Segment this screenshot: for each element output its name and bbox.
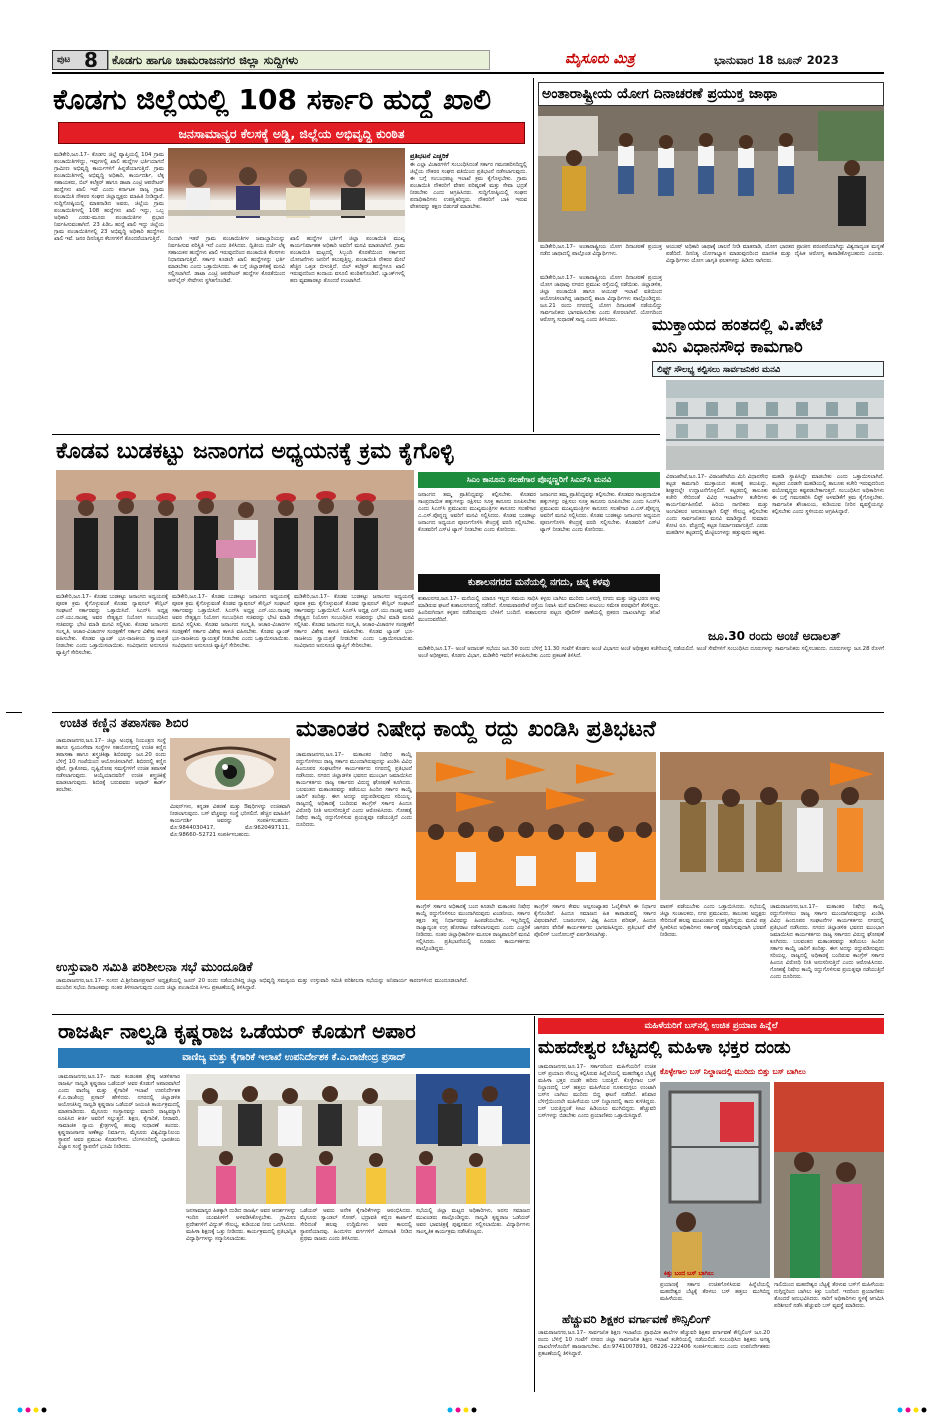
- rajarshi-body-col3: ಒಡೆಯರ್ ಅವರು ಅನೇಕ ಕೈಗಾರಿಕೆಗಳನ್ನು ಆರಂಭಿಸಿದರು. ಮೈಸೂರು ಸ್ಯಾಂಡಲ್ ಸೋಪ್, ಭದ್ರಾವತಿ ಕಬ್ಬಿಣ ಕಾರ್ಖಾನೆ ಸೇರಿದಂತೆ ಹಲವು ಉದ್ದಿಮೆಗಳು ಅವರ ಕಾಲದಲ್ಲಿ ಸ್ಥಾಪನೆಯಾದವು. ಹಿಂದುಳಿದ ವರ್ಗಗಳಿಗೆ ಮೀಸಲಾತಿ ನೀಡಿದ ಪ್ರಥಮ ರಾಜರು ಎಂದು ತಿಳಿಸಿದರು.: [300, 1208, 412, 1242]
- counselling-headline: ಹೆಚ್ಚುವರಿ ಶಿಕ್ಷಕರ ವರ್ಗಾವಣೆ ಕೌನ್ಸಿಲಿಂಗ್: [562, 1312, 712, 1326]
- story1-body-col2: ದಿಂದಾಗಿ ಇತರೆ ಗ್ರಾಮ ಪಂಚಾಯಿತಿಗಳ ಜವಾಬ್ದಾರಿಯನ್ನು ನಿರ್ವಹಿಸುವ ಪರಿಸ್ಥಿತಿ ಇದೆ ಎಂದು ತಿಳಿಸಿದರು. ದ್ವಿತೀಯ ದರ್ಜೆ ಲೆಕ್ಕ ಸಹಾಯಕರ ಹುದ್ದೆಗಳು ಖಾಲಿ ಇರುವುದರಿಂದ ಪಂಚಾಯಿತಿ ಕೆಲಸಗಳು ನಿಧಾನವಾಗುತ್ತಿವೆ. ಸರ್ಕಾರ ಕೂಡಲೇ ಖಾಲಿ ಹುದ್ದೆಗಳನ್ನು ಭರ್ತಿ ಮಾಡಬೇಕು ಎಂದು ಒತ್ತಾಯಿಸಿದರು. ಈ ಬಗ್ಗೆ ಜಿಲ್ಲಾಡಳಿತಕ್ಕೆ ಮನವಿ ಸಲ್ಲಿಸಲಾಗಿದೆ. ಡಾಟಾ ಎಂಟ್ರಿ ಆಪರೇಟರ್ ಹುದ್ದೆಗಳ ಕೊರತೆಯಿಂದ ಆನ್‌ಲೈನ್ ಸೇವೆಗಳು ಸ್ಥಗಿತಗೊಂಡಿವೆ.: [168, 236, 285, 284]
- rajarshi-photo: [186, 1074, 530, 1204]
- mahadeshwara-subhead: ಕೊಳ್ಳೇಗಾಲ ಬಸ್ ನಿಲ್ದಾಣದಲ್ಲಿ ಮುರಿದು ಬಿತ್ತು ಬಸ್ ಬಾಗಿಲು: [660, 1067, 806, 1076]
- vidhana-subhead: ಲಿಫ್ಟ್ ಸೌಲಭ್ಯ ಕಲ್ಪಿಸಲು ಸಾರ್ವಜನಿಕರ ಮನವಿ: [652, 361, 884, 377]
- mahadeshwara-kicker: ಮಹಿಳೆಯರಿಗೆ ಬಸ್‌ನಲ್ಲಿ ಉಚಿತ ಪ್ರಯಾಣ ಹಿನ್ನೆಲೆ: [538, 1018, 884, 1034]
- date: ಭಾನುವಾರ 18 ಜೂನ್ 2023: [714, 53, 839, 67]
- yoga-body-col1: ಮಡಿಕೇರಿ,ಜೂ.17– ಅಂತಾರಾಷ್ಟ್ರೀಯ ಯೋಗ ದಿನಾಚರಣೆ ಪ್ರಯುಕ್ತ ಯೋಗ ಜಾಥಾವು ನಗರದ ಪ್ರಮುಖ ರಸ್ತೆಯಲ್ಲಿ ನಡೆಯಿತು. ಜಿಲ್ಲಾಡಳಿತ, ಜಿಲ್ಲಾ ಪಂಚಾಯಿತಿ ಹಾಗೂ ಆಯುಷ್ ಇಲಾಖೆ ವತಿಯಿಂದ ಆಯೋಜಿಸಲಾಗಿದ್ದ ಜಾಥಾದಲ್ಲಿ ಶಾಲಾ ವಿದ್ಯಾರ್ಥಿಗಳು ಪಾಲ್ಗೊಂಡಿದ್ದರು. ಜೂ.21 ರಂದು ನಗರದಲ್ಲಿ ಯೋಗ ದಿನಾಚರಣೆ ನಡೆಯಲಿದ್ದು ಸಾರ್ವಜನಿಕರು ಭಾಗವಹಿಸಬೇಕು ಎಂದು ಕೋರಲಾಗಿದೆ. ಯೋಗದಿಂದ ಆರೋಗ್ಯ ಸುಧಾರಣೆ ಸಾಧ್ಯ ಎಂದು ತಿಳಿಸಿದರು.: [540, 275, 662, 323]
- kushalnagar-headline: ಕುಶಾಲನಗರದ ಮನೆಯಲ್ಲಿ ನಗದು, ಚಿನ್ನ ಕಳವು: [418, 574, 660, 592]
- matantara-body-col4: ವಾಪಸ್ ಪಡೆಯಬೇಕು ಎಂದು ಒತ್ತಾಯಿಸಿದರು. ಸಭೆಯಲ್ಲಿ ಜಿಲ್ಲಾ ಸಂಚಾಲಕರು, ನಗರ ಪ್ರಮುಖರು, ತಾಲೂಕು ಅಧ್ಯಕ್ಷರು ಸೇರಿದಂತೆ ಹಲವು ಮುಖಂಡರು ಉಪಸ್ಥಿತರಿದ್ದರು. ಮನವಿ ಪತ್ರ ಸ್ವೀಕರಿಸಿದ ಅಧಿಕಾರಿಗಳು ಸರ್ಕಾರಕ್ಕೆ ರವಾನಿಸುವುದಾಗಿ ಭರವಸೆ ನೀಡಿದರು.: [660, 904, 766, 938]
- matantara-body-col1: ಚಾಮರಾಜನಗರ,ಜೂ.17– ಮತಾಂತರ ನಿಷೇಧ ಕಾಯ್ದೆ ರದ್ದುಗೊಳಿಸಲು ರಾಜ್ಯ ಸರ್ಕಾರ ಮುಂದಾಗಿರುವುದನ್ನು ಖಂಡಿಸಿ ವಿವಿಧ ಹಿಂದೂಪರ ಸಂಘಟನೆಗಳ ಕಾರ್ಯಕರ್ತರು ನಗರದಲ್ಲಿ ಪ್ರತಿಭಟನೆ ನಡೆಸಿದರು. ನಗರದ ಜಿಲ್ಲಾಡಳಿತ ಭವನದ ಮುಂಭಾಗ ಜಮಾಯಿಸಿದ ಕಾರ್ಯಕರ್ತರು ರಾಜ್ಯ ಸರ್ಕಾರದ ವಿರುದ್ಧ ಘೋಷಣೆ ಕೂಗಿದರು. ಬಲವಂತದ ಮತಾಂತರವನ್ನು ತಡೆಯಲು ಹಿಂದಿನ ಸರ್ಕಾರ ಕಾಯ್ದೆ ಜಾರಿಗೆ ತಂದಿತ್ತು. ಈಗ ಅದನ್ನು ರದ್ದುಪಡಿಸುವುದು ಸರಿಯಲ್ಲ. ರಾಜ್ಯದಲ್ಲಿ ಅಧಿಕಾರಕ್ಕೆ ಬಂದಿರುವ ಕಾಂಗ್ರೆಸ್ ಸರ್ಕಾರ ಹಿಂದೂ ವಿರೋಧಿ ನೀತಿ ಅನುಸರಿಸುತ್ತಿದೆ ಎಂದು ಆರೋಪಿಸಿದರು. ಗೋಹತ್ಯೆ ನಿಷೇಧ ಕಾಯ್ದೆ ರದ್ದುಗೊಳಿಸುವ ಪ್ರಯತ್ನವೂ ನಡೆಯುತ್ತಿದೆ ಎಂದು ದೂರಿದರು.: [296, 752, 412, 828]
- eye-headline: ಉಚಿತ ಕಣ್ಣಿನ ತಪಾಸಣಾ ಶಿಬಿರ: [60, 716, 189, 731]
- protest-crowd-image: [416, 752, 656, 900]
- matantara-body-col2: ಕಾಂಗ್ರೆಸ್ ಸರ್ಕಾರ ಅಧಿಕಾರಕ್ಕೆ ಬಂದ ಕೂಡಲೇ ಮತಾಂತರ ನಿಷೇಧ ಕಾಯ್ದೆ ರದ್ದುಗೊಳಿಸಲು ಮುಂದಾಗಿರುವುದು ಖಂಡನೀಯ. ಸರ್ಕಾರ ತಕ್ಷಣ ತನ್ನ ನಿರ್ಧಾರವನ್ನು ಹಿಂಪಡೆಯಬೇಕು. ಇಲ್ಲದಿದ್ದಲ್ಲಿ ರಾಜ್ಯಾದ್ಯಂತ ಉಗ್ರ ಹೋರಾಟ ನಡೆಸಲಾಗುವುದು ಎಂದು ಎಚ್ಚರಿಕೆ ನೀಡಿದರು. ನಂತರ ಜಿಲ್ಲಾಧಿಕಾರಿಗಳ ಮೂಲಕ ರಾಜ್ಯಪಾಲರಿಗೆ ಮನವಿ ಸಲ್ಲಿಸಿದರು. ಪ್ರತಿಭಟನೆಯಲ್ಲಿ ನೂರಾರು ಕಾರ್ಯಕರ್ತರು ಪಾಲ್ಗೊಂಡಿದ್ದರು.: [416, 904, 530, 952]
- paper-name: ಮೈಸೂರು ಮಿತ್ರ: [565, 51, 635, 67]
- matantara-photo-1: [416, 752, 656, 900]
- matantara-headline: ಮತಾಂತರ ನಿಷೇಧ ಕಾಯ್ದೆ ರದ್ದು ಖಂಡಿಸಿ ಪ್ರತಿಭಟನೆ: [296, 717, 656, 742]
- protest-police-image: [660, 752, 884, 900]
- divider-h-1: [52, 434, 660, 435]
- yoga-body-col2: ಆಯುಷ್ ಅಧಿಕಾರಿ ಜಾಥಾಕ್ಕೆ ಚಾಲನೆ ನೀಡಿ ಮಾತನಾಡಿ, ಯೋಗ ಭಾರತದ ಪ್ರಾಚೀನ ಪರಂಪರೆಯಾಗಿದ್ದು ವಿಶ್ವದಾದ್ಯಂತ ಮನ್ನಣೆ ಪಡೆದಿದೆ. ದಿನನಿತ್ಯ ಯೋಗಾಭ್ಯಾಸ ಮಾಡುವುದರಿಂದ ಮಾನಸಿಕ ಮತ್ತು ದೈಹಿಕ ಆರೋಗ್ಯ ಕಾಪಾಡಿಕೊಳ್ಳಬಹುದು ಎಂದರು. ವಿದ್ಯಾರ್ಥಿಗಳು ಯೋಗ ಜಾಗೃತಿ ಫಲಕಗಳನ್ನು ಹಿಡಿದು ಸಾಗಿದರು.: [666, 244, 884, 264]
- broken-bus-door-image: [660, 1082, 770, 1278]
- cnc-body-col1: ಜನಾಂಗದ ತಮ್ಮ ಪ್ರಾತಿನಿಧ್ಯವನ್ನು ಕಲ್ಪಿಸಬೇಕು. ಕೊಡವರ ಸಾಂಪ್ರದಾಯಿಕ ಹಕ್ಕುಗಳನ್ನು ರಕ್ಷಿಸಲು ಸೂಕ್ತ ಕಾನೂನು ರೂಪಿಸಬೇಕು ಎಂದು ಸಿಎನ್‌ಸಿ ಪ್ರಮುಖರು ಮುಖ್ಯಮಂತ್ರಿಗಳ ಕಾನೂನು ಸಲಹೆಗಾರ ಎ.ಎಸ್.ಪೊನ್ನಣ್ಣ ಅವರಿಗೆ ಮನವಿ ಸಲ್ಲಿಸಿದರು. ಕೊಡವ ಬುಡಕಟ್ಟು ಜನಾಂಗದ ಅಧ್ಯಯನ ಪೂರ್ಣಗೊಳಿಸಿ ಕೇಂದ್ರಕ್ಕೆ ವರದಿ ಸಲ್ಲಿಸಬೇಕು. ಕೊಡವರಿಗೆ ಎಸ್‌ಟಿ ಟ್ಯಾಗ್ ನೀಡಬೇಕು ಎಂದು ಕೋರಿದರು.: [418, 492, 536, 533]
- mahadeshwara-caption-2: ಪ್ರಯಾಣಕ್ಕೆ ಸರ್ಕಾರ ಉಚಿತಗೊಳಿಸಿರುವ ಹಿನ್ನೆಲೆಯಲ್ಲಿ ಮಹದೇಶ್ವರ ಬೆಟ್ಟಕ್ಕೆ ತೆರಳಲು ಬಸ್ ಹತ್ತಲು ಮುಗಿಬಿದ್ದ ಮಹಿಳೆಯರು.: [660, 1282, 770, 1302]
- eye-body-col1: ಚಾಮರಾಜನಗರ,ಜೂ.17– ಜಿಲ್ಲಾ ಅಂಧತ್ವ ನಿಯಂತ್ರಣ ಸಂಸ್ಥೆ ಹಾಗೂ ಸ್ವಯಂಸೇವಾ ಸಂಸ್ಥೆಗಳ ಸಹಯೋಗದಲ್ಲಿ ಉಚಿತ ಕಣ್ಣಿನ ತಪಾಸಣಾ ಹಾಗೂ ಶಸ್ತ್ರಚಿಕಿತ್ಸಾ ಶಿಬಿರವನ್ನು ಜೂ.20 ರಂದು ಬೆಳಿಗ್ಗೆ 10 ಗಂಟೆಯಿಂದ ಆಯೋಜಿಸಲಾಗಿದೆ. ಶಿಬಿರದಲ್ಲಿ ಕಣ್ಣಿನ ಪೊರೆ, ಗ್ಲಾಕೋಮ, ದೃಷ್ಟಿದೋಷ ಸಮಸ್ಯೆಗಳಿಗೆ ಉಚಿತ ತಪಾಸಣೆ ನಡೆಸಲಾಗುವುದು. ಆಯ್ಕೆಯಾದವರಿಗೆ ಉಚಿತ ಶಸ್ತ್ರಚಿಕಿತ್ಸೆ ಮಾಡಲಾಗುವುದು. ಶಿಬಿರಕ್ಕೆ ಬರುವವರು ಆಧಾರ್ ಕಾರ್ಡ್ ತರಬೇಕು.: [56, 738, 166, 793]
- press-meet-image: [168, 148, 405, 233]
- usuvari-headline: ಉಸ್ತುವಾರಿ ಸಮಿತಿ ಪರಿಶೀಲನಾ ಸಭೆ ಮುಂದೂಡಿಕೆ: [56, 959, 253, 974]
- vidhana-body-col2: ಮಹಡಿ ಸ್ಥಾಪಿಸಿದ್ದೇ ಮಾಡಬೇಕು ಎಂದು ಒತ್ತಾಯಿಸಲಾಗಿದೆ. ಕಟ್ಟಡದ ಎರಡನೇ ಮಹಡಿಯಲ್ಲಿ ತಾಲೂಕು ಕಚೇರಿ ಇರುವುದರಿಂದ ವಯೋವೃದ್ಧರು ಕಷ್ಟಪಡಬೇಕಾಗುತ್ತದೆ. ಸಂಬಂಧಿಸಿದ ಅಧಿಕಾರಿಗಳು ಈ ಬಗ್ಗೆ ಗಮನಹರಿಸಿ ಲಿಫ್ಟ್ ಅಳವಡಿಕೆಗೆ ಕ್ರಮ ಕೈಗೊಳ್ಳಬೇಕು. ಸಾರ್ವಜನಿಕ ಶೌಚಾಲಯ, ಕುಡಿಯುವ ನೀರಿನ ವ್ಯವಸ್ಥೆಯನ್ನೂ ಕಲ್ಪಿಸಬೇಕು ಎಂದು ಸ್ಥಳೀಯರು ಆಗ್ರಹಿಸಿದ್ದಾರೆ.: [772, 474, 884, 515]
- kushalnagar-body: ಕುಶಾಲನಗರ,ಜೂ.17– ಮನೆಯಲ್ಲಿ ಯಾರೂ ಇಲ್ಲದ ಸಮಯ ಸಾಧಿಸಿ ಕಳ್ಳರು ಬಾಗಿಲು ಮುರಿದು ಒಳನುಗ್ಗಿ ನಗದು ಮತ್ತು ಚಿನ್ನಾಭರಣ ಕಳವು ಮಾಡಿರುವ ಘಟನೆ ಕುಶಾಲನಗರದಲ್ಲಿ ನಡೆದಿದೆ. ಸೋಮವಾರಪೇಟೆ ರಸ್ತೆಯ ನಿವಾಸಿ ಮನೆ ಮಾಲೀಕರು ಕುಟುಂಬ ಸಮೇತ ಪರವೂರಿಗೆ ತೆರಳಿದ್ದರು. ಹಿಂದಿರುಗಿದಾಗ ಕಳ್ಳತನ ನಡೆದಿರುವುದು ಬೆಳಕಿಗೆ ಬಂದಿದೆ. ಕುಶಾಲನಗರ ಪಟ್ಟಣ ಪೊಲೀಸ್ ಠಾಣೆಯಲ್ಲಿ ಪ್ರಕರಣ ದಾಖಲಾಗಿದ್ದು ತನಿಖೆ ಮುಂದುವರೆದಿದೆ.: [418, 596, 660, 623]
- matantara-body-col5: ಚಾಮರಾಜನಗರ,ಜೂ.17– ಮತಾಂತರ ನಿಷೇಧ ಕಾಯ್ದೆ ರದ್ದುಗೊಳಿಸಲು ರಾಜ್ಯ ಸರ್ಕಾರ ಮುಂದಾಗಿರುವುದನ್ನು ಖಂಡಿಸಿ ವಿವಿಧ ಹಿಂದೂಪರ ಸಂಘಟನೆಗಳ ಕಾರ್ಯಕರ್ತರು ನಗರದಲ್ಲಿ ಪ್ರತಿಭಟನೆ ನಡೆಸಿದರು. ನಗರದ ಜಿಲ್ಲಾಡಳಿತ ಭವನದ ಮುಂಭಾಗ ಜಮಾಯಿಸಿದ ಕಾರ್ಯಕರ್ತರು ರಾಜ್ಯ ಸರ್ಕಾರದ ವಿರುದ್ಧ ಘೋಷಣೆ ಕೂಗಿದರು. ಬಲವಂತದ ಮತಾಂತರವನ್ನು ತಡೆಯಲು ಹಿಂದಿನ ಸರ್ಕಾರ ಕಾಯ್ದೆ ಜಾರಿಗೆ ತಂದಿತ್ತು. ಈಗ ಅದನ್ನು ರದ್ದುಪಡಿಸುವುದು ಸರಿಯಲ್ಲ. ರಾಜ್ಯದಲ್ಲಿ ಅಧಿಕಾರಕ್ಕೆ ಬಂದಿರುವ ಕಾಂಗ್ರೆಸ್ ಸರ್ಕಾರ ಹಿಂದೂ ವಿರೋಧಿ ನೀತಿ ಅನುಸರಿಸುತ್ತಿದೆ ಎಂದು ಆರೋಪಿಸಿದರು. ಗೋಹತ್ಯೆ ನಿಷೇಧ ಕಾಯ್ದೆ ರದ್ದುಗೊಳಿಸುವ ಪ್ರಯತ್ನವೂ ನಡೆಯುತ್ತಿದೆ ಎಂದು ದೂರಿದರು.: [770, 904, 884, 980]
- eye-photo: [170, 738, 290, 800]
- yoga-photo: [538, 106, 884, 242]
- masthead: [0, 46, 945, 72]
- counselling-body: ಚಾಮರಾಜನಗರ,ಜೂ.17– ಸಾರ್ವಜನಿಕ ಶಿಕ್ಷಣ ಇಲಾಖೆಯ ಪ್ರಾಥಮಿಕ ಶಾಲೆಗಳ ಹೆಚ್ಚುವರಿ ಶಿಕ್ಷಕರ ವರ್ಗಾವಣೆ ಕೌನ್ಸಿಲಿಂಗ್ ಜೂ.20 ರಂದು ಬೆಳಿಗ್ಗೆ 10 ಗಂಟೆಗೆ ನಗರದ ಜಿಲ್ಲಾ ಸಾರ್ವಜನಿಕ ಶಿಕ್ಷಣ ಇಲಾಖೆ ಕಚೇರಿಯಲ್ಲಿ ನಡೆಯಲಿದೆ. ಸಂಬಂಧಿಸಿದ ಶಿಕ್ಷಕರು ಅಗತ್ಯ ದಾಖಲೆಗಳೊಂದಿಗೆ ಹಾಜರಾಗಬೇಕು. ಮೊ:9741007891, 08226–222406 ಸಂಪರ್ಕಿಸಬಹುದು ಎಂದು ಉಪನಿರ್ದೇಶಕರು ಪ್ರಕಟಣೆಯಲ್ಲಿ ತಿಳಿಸಿದ್ದಾರೆ.: [538, 1330, 770, 1357]
- masthead-rule: [52, 72, 884, 74]
- mahadeshwara-body-2: ಗಾಲಿಯಿಂದ ಮಹದೇಶ್ವರ ಬೆಟ್ಟಕ್ಕೆ ತೆರಳುವ ಬಸ್‌ಗೆ ಮಹಿಳೆಯರು ನುಗ್ಗಿದ್ದರಿಂದ ಬಾಗಿಲು ಕಿತ್ತು ಬಂದಿದೆ. ಇದರಿಂದ ಪ್ರಯಾಣಿಕರು ತೊಂದರೆ ಅನುಭವಿಸಿದರು. ಸಾರಿಗೆ ಅಧಿಕಾರಿಗಳು ಸ್ಥಳಕ್ಕೆ ಆಗಮಿಸಿ ಪರಿಶೀಲನೆ ನಡೆಸಿ ಹೆಚ್ಚುವರಿ ಬಸ್ ವ್ಯವಸ್ಥೆ ಮಾಡಿದರು.: [774, 1282, 884, 1309]
- cnc-body-col2: ಜನಾಂಗದ ತಮ್ಮ ಪ್ರಾತಿನಿಧ್ಯವನ್ನು ಕಲ್ಪಿಸಬೇಕು. ಕೊಡವರ ಸಾಂಪ್ರದಾಯಿಕ ಹಕ್ಕುಗಳನ್ನು ರಕ್ಷಿಸಲು ಸೂಕ್ತ ಕಾನೂನು ರೂಪಿಸಬೇಕು ಎಂದು ಸಿಎನ್‌ಸಿ ಪ್ರಮುಖರು ಮುಖ್ಯಮಂತ್ರಿಗಳ ಕಾನೂನು ಸಲಹೆಗಾರ ಎ.ಎಸ್.ಪೊನ್ನಣ್ಣ ಅವರಿಗೆ ಮನವಿ ಸಲ್ಲಿಸಿದರು. ಕೊಡವ ಬುಡಕಟ್ಟು ಜನಾಂಗದ ಅಧ್ಯಯನ ಪೂರ್ಣಗೊಳಿಸಿ ಕೇಂದ್ರಕ್ಕೆ ವರದಿ ಸಲ್ಲಿಸಬೇಕು. ಕೊಡವರಿಗೆ ಎಸ್‌ಟಿ ಟ್ಯಾಗ್ ನೀಡಬೇಕು ಎಂದು ಕೋರಿದರು.: [540, 492, 660, 533]
- matantara-photo-2: [660, 752, 884, 900]
- story1-photo: [168, 148, 405, 233]
- rajarshi-subhead: ವಾಣಿಜ್ಯ ಮತ್ತು ಕೈಗಾರಿಕೆ ಇಲಾಖೆ ಉಪನಿರ್ದೇಶಕ ಕೆ.ಎ.ರಾಜೇಂದ್ರ ಪ್ರಸಾದ್: [58, 1048, 530, 1068]
- divider-h-2: [52, 712, 884, 713]
- story1-body-col4: ಈ ಎಲ್ಲಾ ವಿಚಾರಗಳಿಗೆ ಸಂಬಂಧಿಸಿದಂತೆ ಸರ್ಕಾರ ಗಮನಹರಿಸದಿದ್ದಲ್ಲಿ ಜಿಲ್ಲೆಯ ನೌಕರರ ಸಂಘದ ವತಿಯಿಂದ ಪ್ರತಿಭಟನೆ ನಡೆಸಲಾಗುವುದು. ಈ ಬಗ್ಗೆ ಸಂಬಂಧಪಟ್ಟ ಇಲಾಖೆ ಕ್ರಮ ಕೈಗೊಳ್ಳಬೇಕು. ಗ್ರಾಮ ಪಂಚಾಯಿತಿ ನೌಕರರಿಗೆ ವೇತನ ಪರಿಷ್ಕರಣೆ ಮತ್ತು ಸೇವಾ ಭದ್ರತೆ ನೀಡಬೇಕು ಎಂದು ಆಗ್ರಹಿಸಿದರು. ಸುದ್ದಿಗೋಷ್ಠಿಯಲ್ಲಿ ಸಂಘದ ಪದಾಧಿಕಾರಿಗಳು ಉಪಸ್ಥಿತರಿದ್ದರು. ನೌಕರರಿಗೆ ಬಾಕಿ ಇರುವ ವೇತನವನ್ನು ತಕ್ಷಣ ಬಿಡುಗಡೆ ಮಾಡಬೇಕು.: [410, 162, 527, 210]
- adalat-body: ಮಡಿಕೇರಿ,ಜೂ.17– ಅಂಚೆ ಅದಾಲತ್ ಸಭೆಯು ಜೂ.30 ರಂದು ಬೆಳಿಗ್ಗೆ 11.30 ಗಂಟೆಗೆ ಕೊಡಗು ಅಂಚೆ ವಿಭಾಗದ ಅಂಚೆ ಅಧೀಕ್ಷಕರ ಕಚೇರಿಯಲ್ಲಿ ನಡೆಯಲಿದೆ. ಅಂಚೆ ಸೇವೆಗಳಿಗೆ ಸಂಬಂಧಿಸಿದ ದೂರುಗಳನ್ನು ಸಾರ್ವಜನಿಕರು ಸಲ್ಲಿಸಬಹುದು. ದೂರುಗಳನ್ನು ಜೂ.28 ರೊಳಗೆ ಅಂಚೆ ಅಧೀಕ್ಷಕರು, ಕೊಡಗು ವಿಭಾಗ, ಮಡಿಕೇರಿ ಇವರಿಗೆ ಕಳುಹಿಸಬೇಕು ಎಂದು ಪ್ರಕಟಣೆ ತಿಳಿಸಿದೆ.: [418, 646, 884, 659]
- vidhana-body-col1: ವಿರಾಜಪೇಟೆ,ಜೂ.17– ವಿರಾಜಪೇಟೆಯ ಮಿನಿ ವಿಧಾನಸೌಧ ಕಟ್ಟಡ ಕಾಮಗಾರಿ ಮುಕ್ತಾಯದ ಹಂತಕ್ಕೆ ತಲುಪಿದ್ದು, ಶೀಘ್ರದಲ್ಲೇ ಉದ್ಘಾಟನೆಗೊಳ್ಳಲಿದೆ. ಕಟ್ಟಡದಲ್ಲಿ ತಾಲೂಕು ಕಚೇರಿ ಸೇರಿದಂತೆ ವಿವಿಧ ಇಲಾಖೆಗಳ ಕಚೇರಿಗಳು ಕಾರ್ಯನಿರ್ವಹಿಸಲಿವೆ. ಹಿರಿಯ ನಾಗರಿಕರು ಮತ್ತು ಅಂಗವಿಕಲರ ಅನುಕೂಲಕ್ಕಾಗಿ ಲಿಫ್ಟ್ ಸೌಲಭ್ಯ ಕಲ್ಪಿಸಬೇಕು ಎಂದು ಸಾರ್ವಜನಿಕರು ಮನವಿ ಮಾಡಿದ್ದಾರೆ. ಸುಮಾರು ಕೋಟಿ ರೂ. ವೆಚ್ಚದಲ್ಲಿ ಕಟ್ಟಡ ನಿರ್ಮಾಣವಾಗುತ್ತಿದೆ. ಎರಡು ಮಹಡಿಗಳ ಕಟ್ಟಡದಲ್ಲಿ ಮೆಟ್ಟಿಲುಗಳನ್ನು ಹತ್ತುವುದು ಕಷ್ಟಕರ.: [666, 474, 768, 536]
- kodava-photo: [56, 470, 414, 590]
- cnc-delegation-image: [56, 470, 414, 590]
- mahadeshwara-photo-2: [774, 1082, 884, 1278]
- page-number: 8: [84, 48, 98, 72]
- kodava-body-col3: ಮಡಿಕೇರಿ,ಜೂ.17– ಕೊಡವ ಬುಡಕಟ್ಟು ಜನಾಂಗದ ಅಧ್ಯಯನಕ್ಕೆ ಪೂರಕ ಕ್ರಮ ಕೈಗೊಳ್ಳುವಂತೆ ಕೊಡವ ನ್ಯಾಷನಲ್ ಕೌನ್ಸಿಲ್ ಸಂಘಟನೆ ಸರ್ಕಾರವನ್ನು ಒತ್ತಾಯಿಸಿದೆ. ಸಿಎನ್‌ಸಿ ಅಧ್ಯಕ್ಷ ಎನ್.ಯು.ನಾಚಪ್ಪ ಅವರ ನೇತೃತ್ವದ ನಿಯೋಗ ಸಂಬಂಧಿಸಿದ ಸಚಿವರನ್ನು ಭೇಟಿ ಮಾಡಿ ಮನವಿ ಸಲ್ಲಿಸಿತು. ಕೊಡವ ಜನಾಂಗದ ಸಂಸ್ಕೃತಿ, ಆಚಾರ-ವಿಚಾರಗಳ ಸಂರಕ್ಷಣೆಗೆ ಸರ್ಕಾರ ವಿಶೇಷ ಕಾಳಜಿ ವಹಿಸಬೇಕು. ಕೊಡವ ಲ್ಯಾಂಡ್ ಭೂ-ರಾಜಕೀಯ ಸ್ವಾಯತ್ತತೆ ನೀಡಬೇಕು ಎಂದು ಒತ್ತಾಯಿಸಲಾಯಿತು. ಸಂವಿಧಾನದ ಅನುಸೂಚಿ ವ್ಯಾಪ್ತಿಗೆ ಸೇರಿಸಬೇಕು.: [294, 594, 414, 649]
- felicitation-event-image: [186, 1074, 530, 1204]
- adalat-headline: ಜೂ.30 ರಂದು ಅಂಚೆ ಅದಾಲತ್: [708, 629, 841, 643]
- mahadeshwara-body: ಚಾಮರಾಜನಗರ,ಜೂ.17– ಸರ್ಕಾರದಿಂದ ಮಹಿಳೆಯರಿಗೆ ಉಚಿತ ಬಸ್ ಪ್ರಯಾಣ ಸೌಲಭ್ಯ ಕಲ್ಪಿಸಿರುವ ಹಿನ್ನೆಲೆಯಲ್ಲಿ ಮಹದೇಶ್ವರ ಬೆಟ್ಟಕ್ಕೆ ಮಹಿಳಾ ಭಕ್ತರ ದಂಡೇ ಹರಿದು ಬರುತ್ತಿದೆ. ಕೊಳ್ಳೇಗಾಲ ಬಸ್ ನಿಲ್ದಾಣದಲ್ಲಿ ಬಸ್ ಹತ್ತಲು ಮಹಿಳೆಯರ ನೂಕುನುಗ್ಗಲು ಉಂಟಾಗಿ ಬಸ್‌ನ ಬಾಗಿಲು ಮುರಿದು ಬಿದ್ದ ಘಟನೆ ನಡೆದಿದೆ. ಶನಿವಾರ ಬೆಳಿಗ್ಗೆಯಿಂದಲೇ ಮಹಿಳೆಯರು ಬಸ್ ನಿಲ್ದಾಣದಲ್ಲಿ ಕಾದು ಕುಳಿತಿದ್ದರು. ಬಸ್ ಬರುತ್ತಿದ್ದಂತೆ ಸೀಟು ಹಿಡಿಯಲು ಮುಗಿಬಿದ್ದರು. ಹೆಚ್ಚುವರಿ ಬಸ್‌ಗಳನ್ನು ಬಿಡಬೇಕು ಎಂದು ಪ್ರಯಾಣಿಕರು ಒತ್ತಾಯಿಸಿದ್ದಾರೆ.: [538, 1064, 656, 1119]
- page-label: ಪುಟ: [57, 55, 71, 65]
- rajarshi-body-col2: ಜನಸಾಮಾನ್ಯರ ಹಿತಕ್ಕಾಗಿ ದುಡಿದ ರಾಜರ್ಷಿ ಅವರ ಆದರ್ಶಗಳನ್ನು ಇಂದಿನ ಯುವಪೀಳಿಗೆ ಅಳವಡಿಸಿಕೊಳ್ಳಬೇಕು. ಗ್ರಾಮೀಣ ಪ್ರದೇಶಗಳಿಗೆ ವಿದ್ಯುತ್ ಸೌಲಭ್ಯ, ಕುಡಿಯುವ ನೀರು ಒದಗಿಸಿದರು. ಮಹಿಳಾ ಶಿಕ್ಷಣಕ್ಕೆ ಒತ್ತು ನೀಡಿದರು. ಕಾರ್ಯಕ್ರಮದಲ್ಲಿ ಪ್ರತಿಭಾನ್ವಿತ ವಿದ್ಯಾರ್ಥಿಗಳನ್ನು ಸನ್ಮಾನಿಸಲಾಯಿತು.: [186, 1208, 296, 1242]
- section-title: ಕೊಡಗು ಹಾಗೂ ಚಾಮರಾಜನಗರ ಜಿಲ್ಲಾ ಸುದ್ದಿಗಳು: [112, 53, 299, 67]
- color-registration-dots: [0, 1400, 945, 1424]
- story1-body-col3: ಖಾಲಿ ಹುದ್ದೆಗಳ ಭರ್ತಿಗೆ ಜಿಲ್ಲಾ ಪಂಚಾಯಿತಿ ಮುಖ್ಯ ಕಾರ್ಯನಿರ್ವಾಹಕ ಅಧಿಕಾರಿ ಅವರಿಗೆ ಮನವಿ ಮಾಡಲಾಗಿದೆ. ಗ್ರಾಮ ಪಂಚಾಯಿತಿ ಮಟ್ಟದಲ್ಲಿ ಸಿಬ್ಬಂದಿ ಕೊರತೆಯಿಂದ ಸರ್ಕಾರದ ಯೋಜನೆಗಳು ಜನರಿಗೆ ತಲುಪುತ್ತಿಲ್ಲ. ಪಂಚಾಯಿತಿ ನೌಕರರ ಮೇಲೆ ಹೆಚ್ಚಿನ ಒತ್ತಡ ಬೀಳುತ್ತಿದೆ. ಬಿಲ್ ಕಲೆಕ್ಟರ್ ಹುದ್ದೆಗಳೂ ಖಾಲಿ ಇರುವುದರಿಂದ ಕಂದಾಯ ವಸೂಲಿ ಕುಂಠಿತಗೊಂಡಿದೆ. ಬ್ಯಾಂಕ್‌ಗಳಲ್ಲಿ ಹಣ ವ್ಯವಹಾರಕ್ಕೂ ತೊಂದರೆ ಉಂಟಾಗಿದೆ.: [290, 236, 405, 284]
- eye-body-col2: ಮಿಷನ್‌ಗಳು, ಕನ್ನಡಕ ವಿತರಣೆ ಮತ್ತು ಔಷಧಿಗಳನ್ನು ಉಚಿತವಾಗಿ ನೀಡಲಾಗುವುದು. ಬಸ್ ವೆಚ್ಚವನ್ನು ಸಂಸ್ಥೆ ಭರಿಸಲಿದೆ. ಹೆಚ್ಚಿನ ಮಾಹಿತಿಗೆ ಕಾರ್ಯದರ್ಶಿ ಅವರನ್ನು ಸಂಪರ್ಕಿಸಬಹುದು. ಮೊ:9844030417, ಮೊ:9620497111, ಮೊ:98660–52721 ಸಂಪರ್ಕಿಸಬಹುದು.: [170, 804, 290, 838]
- divider-vertical-2: [534, 1016, 535, 1392]
- mahadeshwara-headline: ಮಹದೇಶ್ವರ ಬೆಟ್ಟದಲ್ಲಿ ಮಹಿಳಾ ಭಕ್ತರ ದಂಡು: [538, 1038, 791, 1058]
- story1-headline: ಕೊಡಗು ಜಿಲ್ಲೆಯಲ್ಲಿ 108 ಸರ್ಕಾರಿ ಹುದ್ದೆ ಖಾಲಿ: [53, 83, 492, 116]
- rajarshi-headline: ರಾಜರ್ಷಿ ನಾಲ್ವಡಿ ಕೃಷ್ಣರಾಜ ಒಡೆಯರ್ ಕೊಡುಗೆ ಅಪಾರ: [58, 1019, 416, 1043]
- kodava-body-col2: ಮಡಿಕೇರಿ,ಜೂ.17– ಕೊಡವ ಬುಡಕಟ್ಟು ಜನಾಂಗದ ಅಧ್ಯಯನಕ್ಕೆ ಪೂರಕ ಕ್ರಮ ಕೈಗೊಳ್ಳುವಂತೆ ಕೊಡವ ನ್ಯಾಷನಲ್ ಕೌನ್ಸಿಲ್ ಸಂಘಟನೆ ಸರ್ಕಾರವನ್ನು ಒತ್ತಾಯಿಸಿದೆ. ಸಿಎನ್‌ಸಿ ಅಧ್ಯಕ್ಷ ಎನ್.ಯು.ನಾಚಪ್ಪ ಅವರ ನೇತೃತ್ವದ ನಿಯೋಗ ಸಂಬಂಧಿಸಿದ ಸಚಿವರನ್ನು ಭೇಟಿ ಮಾಡಿ ಮನವಿ ಸಲ್ಲಿಸಿತು. ಕೊಡವ ಜನಾಂಗದ ಸಂಸ್ಕೃತಿ, ಆಚಾರ-ವಿಚಾರಗಳ ಸಂರಕ್ಷಣೆಗೆ ಸರ್ಕಾರ ವಿಶೇಷ ಕಾಳಜಿ ವಹಿಸಬೇಕು. ಕೊಡವ ಲ್ಯಾಂಡ್ ಭೂ-ರಾಜಕೀಯ ಸ್ವಾಯತ್ತತೆ ನೀಡಬೇಕು ಎಂದು ಒತ್ತಾಯಿಸಲಾಯಿತು. ಸಂವಿಧಾನದ ಅನುಸೂಚಿ ವ್ಯಾಪ್ತಿಗೆ ಸೇರಿಸಬೇಕು.: [172, 594, 290, 649]
- kodava-body-col1: ಮಡಿಕೇರಿ,ಜೂ.17– ಕೊಡವ ಬುಡಕಟ್ಟು ಜನಾಂಗದ ಅಧ್ಯಯನಕ್ಕೆ ಪೂರಕ ಕ್ರಮ ಕೈಗೊಳ್ಳುವಂತೆ ಕೊಡವ ನ್ಯಾಷನಲ್ ಕೌನ್ಸಿಲ್ ಸಂಘಟನೆ ಸರ್ಕಾರವನ್ನು ಒತ್ತಾಯಿಸಿದೆ. ಸಿಎನ್‌ಸಿ ಅಧ್ಯಕ್ಷ ಎನ್.ಯು.ನಾಚಪ್ಪ ಅವರ ನೇತೃತ್ವದ ನಿಯೋಗ ಸಂಬಂಧಿಸಿದ ಸಚಿವರನ್ನು ಭೇಟಿ ಮಾಡಿ ಮನವಿ ಸಲ್ಲಿಸಿತು. ಕೊಡವ ಜನಾಂಗದ ಸಂಸ್ಕೃತಿ, ಆಚಾರ-ವಿಚಾರಗಳ ಸಂರಕ್ಷಣೆಗೆ ಸರ್ಕಾರ ವಿಶೇಷ ಕಾಳಜಿ ವಹಿಸಬೇಕು. ಕೊಡವ ಲ್ಯಾಂಡ್ ಭೂ-ರಾಜಕೀಯ ಸ್ವಾಯತ್ತತೆ ನೀಡಬೇಕು ಎಂದು ಒತ್ತಾಯಿಸಲಾಯಿತು. ಸಂವಿಧಾನದ ಅನುಸೂಚಿ ವ್ಯಾಪ್ತಿಗೆ ಸೇರಿಸಬೇಕು.: [56, 594, 168, 656]
- vidhana-headline-1: ಮುಕ್ತಾಯದ ಹಂತದಲ್ಲಿ ವಿ.ಪೇಟೆ: [652, 315, 823, 334]
- story1-pratibhatane-head: ಪ್ರತಿಭಟನೆ ಎಚ್ಚರಿಕೆ: [410, 152, 449, 160]
- building-interior-image: [666, 380, 884, 470]
- story1-body-col1: ಮಡಿಕೇರಿ,ಜೂ.17– ಕೊಡಗು ಜಿಲ್ಲೆ ವ್ಯಾಪ್ತಿಯಲ್ಲಿ 104 ಗ್ರಾಮ ಪಂಚಾಯಿತಿಗಳಿದ್ದು, ಇವುಗಳಲ್ಲಿ ಖಾಲಿ ಹುದ್ದೆಗಳ ಭರ್ತಿಯಾಗದೆ ಗ್ರಾಮೀಣ ಅಭಿವೃದ್ಧಿ ಕಾರ್ಯಗಳಿಗೆ ಹಿನ್ನಡೆಯಾಗುತ್ತಿದೆ. ಗ್ರಾಮ ಪಂಚಾಯಿತಿಗಳಲ್ಲಿ ಅಭಿವೃದ್ಧಿ ಅಧಿಕಾರಿ, ಕಾರ್ಯದರ್ಶಿ, ಲೆಕ್ಕ ಸಹಾಯಕರು, ಬಿಲ್ ಕಲೆಕ್ಟರ್ ಹಾಗೂ ಡಾಟಾ ಎಂಟ್ರಿ ಆಪರೇಟರ್ ಹುದ್ದೆಗಳು ಖಾಲಿ ಇವೆ ಎಂದು ಕರ್ನಾಟಕ ರಾಜ್ಯ ಗ್ರಾಮ ಪಂಚಾಯಿತಿ ನೌಕರರ ಸಂಘದ ಜಿಲ್ಲಾಧ್ಯಕ್ಷರು ಮಾಹಿತಿ ನೀಡಿದ್ದಾರೆ. ಸುದ್ದಿಗೋಷ್ಠಿಯಲ್ಲಿ ಮಾತನಾಡಿದ ಅವರು, ಜಿಲ್ಲೆಯ ಗ್ರಾಮ ಪಂಚಾಯಿತಿಗಳಲ್ಲಿ 108 ಹುದ್ದೆಗಳು ಖಾಲಿ ಇದ್ದು, ಒಬ್ಬ ಅಧಿಕಾರಿ ಎರಡು-ಮೂರು ಪಂಚಾಯಿತಿಗಳ ಪ್ರಭಾರ ನಿರ್ವಹಿಸುವಂತಾಗಿದೆ. 23 ಪಿಡಿಒ ಹುದ್ದೆ ಖಾಲಿ ಇದ್ದು ಜಿಲ್ಲೆಯ ಗ್ರಾಮ ಪಂಚಾಯಿತಿಗಳಲ್ಲಿ 23 ಅಭಿವೃದ್ಧಿ ಅಧಿಕಾರಿ ಹುದ್ದೆಗಳು ಖಾಲಿ ಇವೆ. ಜನರ ದಿನನಿತ್ಯದ ಕೆಲಸಗಳಿಗೆ ತೊಂದರೆಯಾಗುತ್ತಿದೆ.: [54, 152, 164, 242]
- rajarshi-body-col1: ಚಾಮರಾಜನಗರ,ಜೂ.17– ನಾಡು ಕಂಡಂತಹ ಶ್ರೇಷ್ಠ ಆಡಳಿತಗಾರ ರಾಜರ್ಷಿ ನಾಲ್ವಡಿ ಕೃಷ್ಣರಾಜ ಒಡೆಯರ್ ಅವರ ಕೊಡುಗೆ ಅಪಾರವಾಗಿದೆ ಎಂದು ವಾಣಿಜ್ಯ ಮತ್ತು ಕೈಗಾರಿಕೆ ಇಲಾಖೆ ಉಪನಿರ್ದೇಶಕ ಕೆ.ಎ.ರಾಜೇಂದ್ರ ಪ್ರಸಾದ್ ಹೇಳಿದರು. ನಗರದಲ್ಲಿ ಜಿಲ್ಲಾಡಳಿತ ಆಯೋಜಿಸಿದ್ದ ನಾಲ್ವಡಿ ಕೃಷ್ಣರಾಜ ಒಡೆಯರ್ ಜಯಂತಿ ಕಾರ್ಯಕ್ರಮದಲ್ಲಿ ಮಾತನಾಡಿದರು. ಮೈಸೂರು ಸಂಸ್ಥಾನವನ್ನು ಮಾದರಿ ರಾಜ್ಯವನ್ನಾಗಿ ರೂಪಿಸಿದ ಕೀರ್ತಿ ಅವರಿಗೆ ಸಲ್ಲುತ್ತದೆ. ಶಿಕ್ಷಣ, ಕೈಗಾರಿಕೆ, ನೀರಾವರಿ, ಸಾಮಾಜಿಕ ನ್ಯಾಯ ಕ್ಷೇತ್ರಗಳಲ್ಲಿ ಹಲವು ಸುಧಾರಣೆ ತಂದರು. ಕೃಷ್ಣರಾಜಸಾಗರ ಅಣೆಕಟ್ಟು ನಿರ್ಮಾಣ, ಮೈಸೂರು ವಿಶ್ವವಿದ್ಯಾನಿಲಯ ಸ್ಥಾಪನೆ ಅವರ ಪ್ರಮುಖ ಕೊಡುಗೆಗಳು. ಬೆಂಗಳೂರಿನಲ್ಲಿ ಭಾರತೀಯ ವಿಜ್ಞಾನ ಸಂಸ್ಥೆ ಸ್ಥಾಪನೆಗೆ ಭೂಮಿ ನೀಡಿದರು.: [58, 1074, 180, 1150]
- women-boarding-bus-image: [774, 1082, 884, 1278]
- story1-subhead: ಜನಸಾಮಾನ್ಯರ ಕೆಲಸಕ್ಕೆ ಅಡ್ಡಿ, ಜಿಲ್ಲೆಯ ಅಭಿವೃದ್ಧಿ ಕುಂಠಿತ: [58, 122, 525, 144]
- divider-h-3: [52, 1014, 884, 1015]
- rajarshi-body-col4: ಸಭೆಯಲ್ಲಿ ಜಿಲ್ಲಾ ಮಟ್ಟದ ಅಧಿಕಾರಿಗಳು, ಅರಸು ಸಮಾಜದ ಮುಖಂಡರು ಪಾಲ್ಗೊಂಡಿದ್ದರು. ನಾಲ್ವಡಿ ಕೃಷ್ಣರಾಜ ಒಡೆಯರ್ ಅವರ ಭಾವಚಿತ್ರಕ್ಕೆ ಪುಷ್ಪನಮನ ಸಲ್ಲಿಸಲಾಯಿತು. ವಿದ್ಯಾರ್ಥಿಗಳು ಸಾಂಸ್ಕೃತಿಕ ಕಾರ್ಯಕ್ರಮ ನಡೆಸಿಕೊಟ್ಟರು.: [416, 1208, 530, 1235]
- mahadeshwara-caption-1: ಕಿತ್ತು ಬಂದ ಬಸ್ ಬಾಗಿಲು: [664, 1270, 714, 1277]
- cnc-headline: ಸಿಎಂ ಕಾನೂನು ಸಲಹೆಗಾರ ಪೊನ್ನಣ್ಣರಿಗೆ ಸಿಎನ್‌ಸಿ ಮನವಿ: [418, 472, 660, 488]
- yoga-headline: ಅಂತಾರಾಷ್ಟ್ರೀಯ ಯೋಗ ದಿನಾಚರಣೆ ಪ್ರಯುಕ್ತ ಜಾಥಾ: [538, 82, 884, 106]
- mahadeshwara-photo-1: [660, 1082, 770, 1278]
- matantara-body-col3: ಕಾಂಗ್ರೆಸ್ ಸರ್ಕಾರ ಕೇವಲ ಅಲ್ಪಸಂಖ್ಯಾತರ ಓಲೈಕೆಗಾಗಿ ಈ ನಿರ್ಧಾರ ಕೈಗೊಂಡಿದೆ. ಹಿಂದೂ ಸಮಾಜದ ಹಿತ ಕಾಪಾಡುವಲ್ಲಿ ಸರ್ಕಾರ ವಿಫಲವಾಗಿದೆ. ಬಜರಂಗದಳ, ವಿಶ್ವ ಹಿಂದೂ ಪರಿಷತ್, ಹಿಂದೂ ಜಾಗರಣ ವೇದಿಕೆ ಕಾರ್ಯಕರ್ತರು ಭಾಗವಹಿಸಿದ್ದರು. ಪ್ರತಿಭಟನೆ ವೇಳೆ ಪೊಲೀಸ್ ಬಂದೋಬಸ್ತ್ ಏರ್ಪಡಿಸಲಾಗಿತ್ತು.: [534, 904, 656, 938]
- registration-marks-bottom: [0, 1400, 945, 1424]
- registration-marks-left: [6, 712, 22, 713]
- eye-closeup-image: [170, 738, 290, 800]
- yoga-caption: ಮಡಿಕೇರಿ,ಜೂ.17– ಅಂತಾರಾಷ್ಟ್ರೀಯ ಯೋಗ ದಿನಾಚರಣೆ ಪ್ರಯುಕ್ತ ನಡೆದ ಜಾಥಾದಲ್ಲಿ ಪಾಲ್ಗೊಂಡ ವಿದ್ಯಾರ್ಥಿಗಳು.: [540, 244, 662, 257]
- divider-vertical-1: [533, 78, 534, 432]
- vidhana-headline-2: ಮಿನಿ ವಿಧಾನಸೌಧ ಕಾಮಗಾರಿ: [652, 337, 803, 356]
- usuvari-body: ಚಾಮರಾಜನಗರ,ಜೂ.17– ಸಂಸದ ವಿ.ಶ್ರೀನಿವಾಸಪ್ರಸಾದ್ ಅಧ್ಯಕ್ಷತೆಯಲ್ಲಿ ಜೂನ್ 20 ರಂದು ನಡೆಯಬೇಕಿದ್ದ ಜಿಲ್ಲಾ ಅಭಿವೃದ್ಧಿ ಸಮನ್ವಯ ಮತ್ತು ಉಸ್ತುವಾರಿ ಸಮಿತಿ ಪರಿಶೀಲನಾ ಸಭೆಯನ್ನು ಅನಿವಾರ್ಯ ಕಾರಣಗಳಿಂದ ಮುಂದೂಡಲಾಗಿದೆ. ಮುಂದಿನ ಸಭೆಯ ದಿನಾಂಕವನ್ನು ನಂತರ ತಿಳಿಸಲಾಗುವುದು ಎಂದು ಜಿಲ್ಲಾ ಪಂಚಾಯಿತಿ ಸಿಇಒ ಪ್ರಕಟಣೆಯಲ್ಲಿ ತಿಳಿಸಿದ್ದಾರೆ.: [56, 978, 468, 991]
- kodava-headline: ಕೊಡವ ಬುಡಕಟ್ಟು ಜನಾಂಗದ ಅಧ್ಯಯನಕ್ಕೆ ಕ್ರಮ ಕೈಗೊಳ್ಳಿ: [56, 439, 454, 464]
- yoga-rally-image: [538, 106, 884, 242]
- vidhana-photo: [666, 380, 884, 470]
